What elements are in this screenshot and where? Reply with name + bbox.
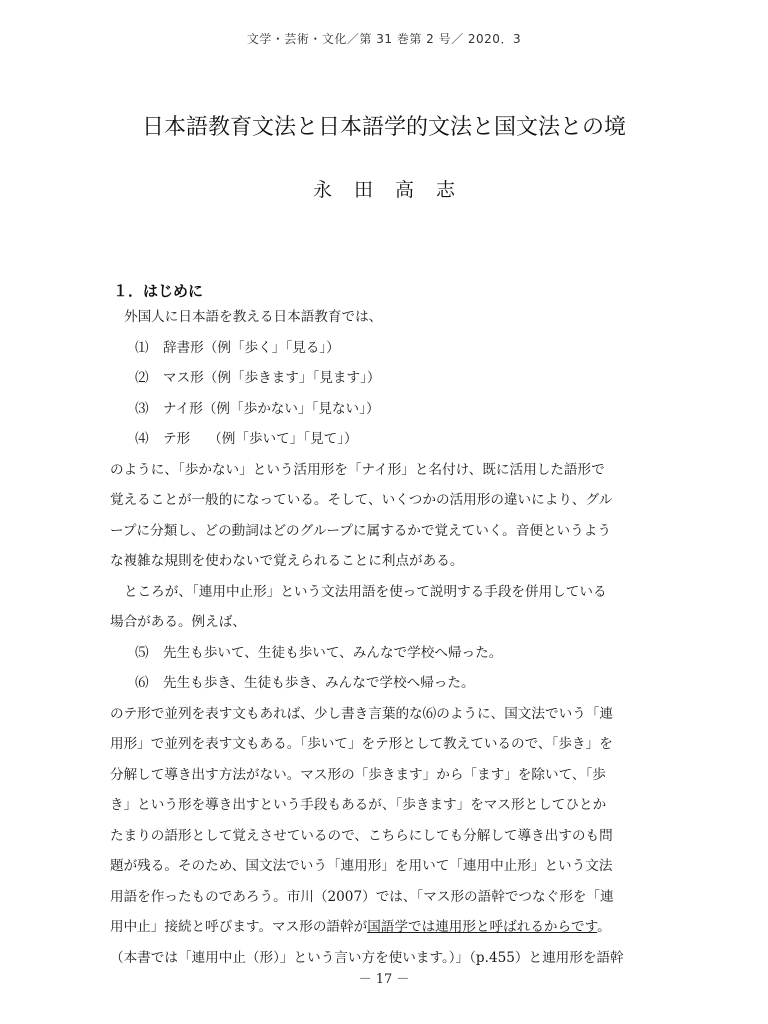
paragraph-line xyxy=(110,912,660,943)
paragraph-line: 分解して導き出す方法がない。マス形の「歩きます」から「ます」を除いて、「歩 xyxy=(110,766,606,783)
text-segment: 用中止」接続と呼びます。マス形の語幹が xyxy=(110,919,368,935)
example-number: ⑹ xyxy=(135,675,149,691)
paragraph-line: 場合がある。例えば、 xyxy=(110,614,246,630)
example-number: ⑴ xyxy=(135,339,149,356)
page-number: － 17 － xyxy=(358,972,410,987)
example-number: ⑵ xyxy=(135,370,149,386)
paragraph-line: な複雑な規則を使わないで覚えられることに利点がある。 xyxy=(110,553,464,569)
example-text: 辞書形（例「歩く」「見る」） xyxy=(163,339,340,356)
example-1 xyxy=(110,333,660,364)
example-text: マス形（例「歩きます」「見ます」） xyxy=(163,370,381,386)
example-4 xyxy=(110,424,660,455)
example-2 xyxy=(110,363,660,394)
underlined-text: 国語学では連用形と呼ばれるからです xyxy=(367,919,598,935)
paper-title: 日本語教育文法と日本語学的文法と国文法との境 xyxy=(141,115,626,140)
example-text: 先生も歩いて、生徒も歩いて、みんなで学校へ帰った。 xyxy=(163,644,503,661)
section-heading: １．はじめに xyxy=(113,282,204,300)
paragraph-line: のように、「歩かない」という活用形を「ナイ形」と名付け、既に活用した語形で xyxy=(110,461,605,478)
example-text: 先生も歩き、生徒も歩き、みんなで学校へ帰った。 xyxy=(163,675,475,691)
body-text xyxy=(110,302,660,973)
paragraph-line: （本書では「連用中止（形）」という言い方を使います。）」（p.455）と連用形を語幹 xyxy=(110,949,624,966)
example-3 xyxy=(110,394,660,425)
paragraph-line: き」という形を導き出すという手段もあるが、「歩きます」をマス形としてひとか xyxy=(110,797,607,813)
author-name: 永田高志 xyxy=(312,179,477,201)
paragraph-line: 覚えることが一般的になっている。そして、いくつかの活用形の違いにより、グル xyxy=(110,492,613,508)
example-number: ⑷ xyxy=(135,431,149,447)
example-5 xyxy=(110,638,660,669)
text-segment: 。 xyxy=(597,919,611,935)
paragraph-line: ープに分類し、どの動詞はどのグループに属するかで覚えていく。音便というよう xyxy=(110,522,611,539)
paragraph-line: のテ形で並列を表す文もあれば、少し書き言葉的な⑹のように、国文法でいう「連 xyxy=(110,705,613,722)
example-6 xyxy=(110,668,660,699)
paragraph-line: たまりの語形として覚えさせているので、こちらにしても分解して導き出すのも問 xyxy=(110,827,613,844)
example-text: テ形 （例「歩いて」「見て」） xyxy=(163,431,358,447)
example-number: ⑸ xyxy=(135,644,149,661)
journal-header: 文学・芸術・文化／第 31 巻第 2 号／ 2020．3 xyxy=(246,32,522,46)
paragraph-line: 題が残る。そのため、国文法でいう「連用形」を用いて「連用中止形」という文法 xyxy=(110,858,613,874)
paragraph-line: ところが、「連用中止形」という文法用語を使って説明する手段を併用している xyxy=(124,583,607,600)
example-text: ナイ形（例「歩かない」「見ない」） xyxy=(163,400,380,417)
intro-line: 外国人に日本語を教える日本語教育では、 xyxy=(124,309,383,325)
paragraph-line: 用形」で並列を表す文もある。「歩いて」をテ形として教えているので、「歩き」を xyxy=(110,736,613,752)
example-number: ⑶ xyxy=(135,400,149,417)
paragraph-line: 用語を作ったものであろう。市川（2007）では、「マス形の語幹でつなぐ形を「連 xyxy=(110,888,614,905)
